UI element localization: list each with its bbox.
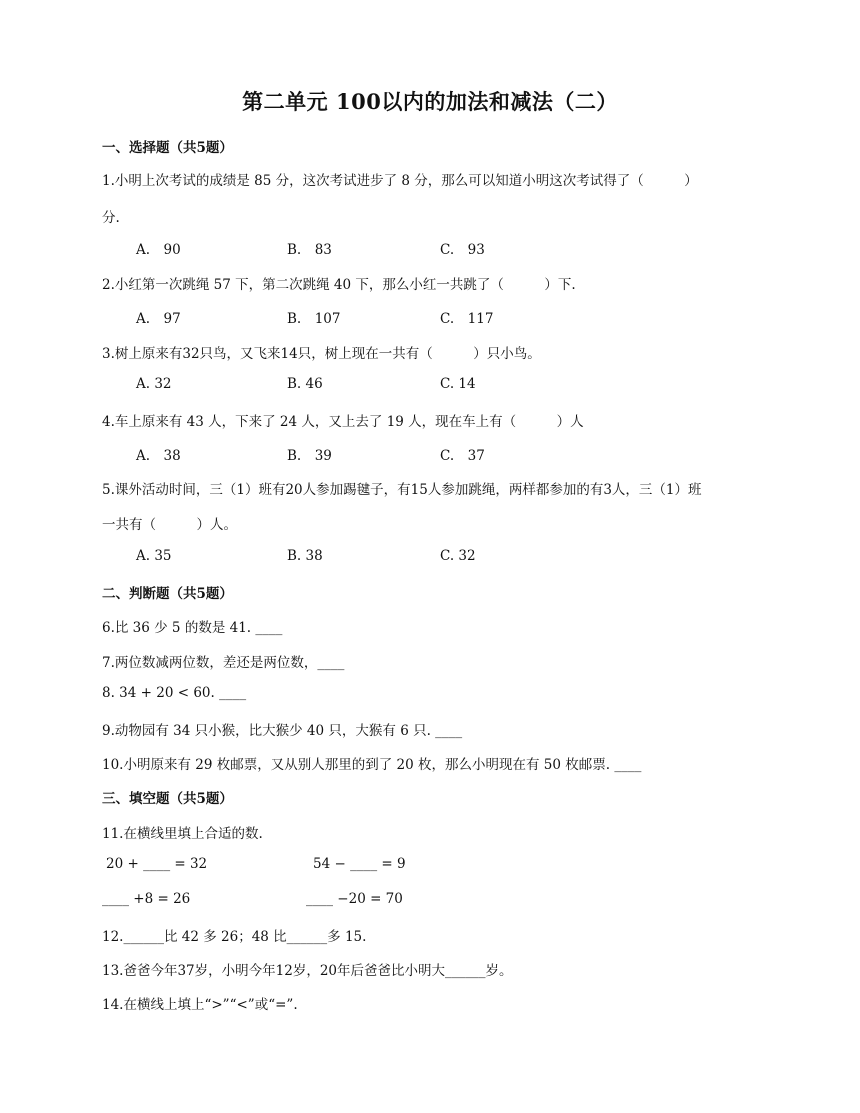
question-2-line-1: 2.小红第一次跳绳 57 下，第二次跳绳 40 下，那么小红一共跳了（ ）下. [102,277,576,293]
question-1-option-b[interactable]: B. 83 [287,242,332,258]
question-2-option-a[interactable]: A. 97 [136,311,181,327]
question-12: 12.______比 42 多 26；48 比______多 15. [102,929,367,945]
question-5-line-2: 一共有（ ）人。 [102,517,237,533]
section-heading-judge: 二、判断题（共5题） [102,586,233,602]
question-13: 13.爸爸今年37岁，小明今年12岁，20年后爸爸比小明大______岁。 [102,963,513,979]
question-7: 7.两位数减两位数，差还是两位数，____ [102,655,345,671]
section-heading-fill: 三、填空题（共5题） [102,791,233,807]
question-4-option-c[interactable]: C. 37 [440,448,485,464]
question-2-option-b[interactable]: B. 107 [287,311,341,327]
question-4-option-a[interactable]: A. 38 [136,448,181,464]
question-11: 11.在横线里填上合适的数. [102,826,263,842]
question-2-option-c[interactable]: C. 117 [440,311,494,327]
question-8: 8. 34 + 20 < 60. ____ [102,685,247,701]
question-6: 6.比 36 少 5 的数是 41. ____ [102,620,283,636]
question-1-option-c[interactable]: C. 93 [440,242,485,258]
question-3-line-1: 3.树上原来有32只鸟，又飞来14只，树上现在一共有（ ）只小鸟。 [102,346,541,362]
question-11-item-2: 54 − ____ = 9 [313,856,406,872]
question-11-item-1: 20 + ____ = 32 [106,856,208,872]
question-1-line-2: 分. [102,210,120,226]
question-9: 9.动物园有 34 只小猴，比大猴少 40 只，大猴有 6 只. ____ [102,723,463,739]
question-14: 14.在横线上填上“>”“<”或“=”. [102,997,298,1013]
question-4-line-1: 4.车上原来有 43 人，下来了 24 人，又上去了 19 人，现在车上有（ ）人 [102,414,584,430]
question-5-option-c[interactable]: C. 32 [440,548,476,564]
question-11-item-4: ____ −20 = 70 [306,891,403,907]
question-11-item-3: ____ +8 = 26 [102,891,191,907]
question-5-option-b[interactable]: B. 38 [287,548,323,564]
question-3-option-c[interactable]: C. 14 [440,376,476,392]
question-5-line-1: 5.课外活动时间，三（1）班有20人参加踢毽子，有15人参加跳绳，两样都参加的有3人，三（1）班 [102,482,702,498]
question-1-option-a[interactable]: A. 90 [136,242,181,258]
question-10: 10.小明原来有 29 枚邮票，又从别人那里的到了 20 枚，那么小明现在有 50 枚邮票. ____ [102,757,642,773]
question-1-line-1: 1.小明上次考试的成绩是 85 分，这次考试进步了 8 分，那么可以知道小明这次考试得了（ ） [102,173,698,189]
page-title: 第二单元 100以内的加法和减法（二） [242,89,618,114]
question-3-option-b[interactable]: B. 46 [287,376,323,392]
section-heading-choice: 一、选择题（共5题） [102,140,233,156]
question-4-option-b[interactable]: B. 39 [287,448,332,464]
question-5-option-a[interactable]: A. 35 [136,548,172,564]
question-3-option-a[interactable]: A. 32 [136,376,172,392]
